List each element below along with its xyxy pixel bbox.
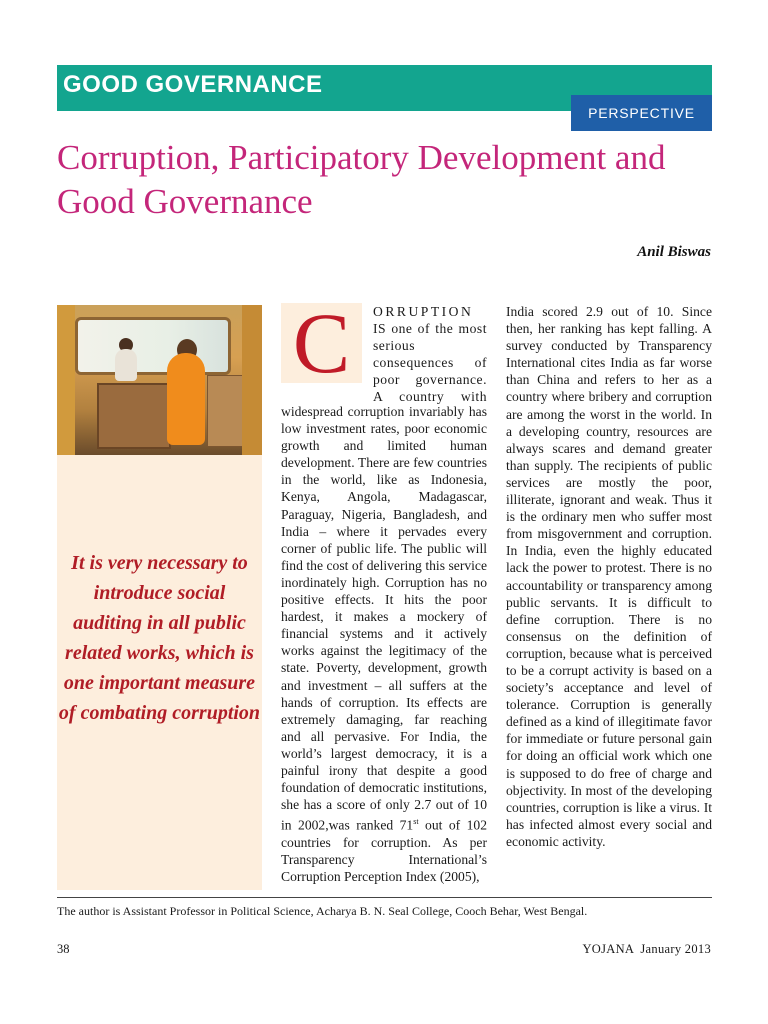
- pullquote: It is very necessary to introduce social auditing in all public related works, which is one important measure of combating corruption: [58, 552, 261, 724]
- perspective-badge: PERSPECTIVE: [571, 95, 712, 131]
- column-2-text: India scored 2.9 out of 10. Since then, her ranking has kept falling. A survey conducted by Transparency International cites India as far worse than China and refers to her as a country where bribery and corruption are among the worst in the world. In a developing country, resources are always scares and demand greater than supply. The recipients of public services are mostly the poor, illiterate, ignorant and weak. Thus it is the ordinary men who suffer most from misgovernment and corruption. In India, even the highly educated lack the power to protest. There is no accountability or transparency among public servants. It is difficult to define corruption. There is no consensus on the definition of corruption, because what is perceived to be a corrupt activity is based on a society’s acceptance and level of tolerance. Corruption is generally defined as a kind of illegitimate favor for immediate or future personal gain for doing an official work which one is supposed to do free of charge and objectivity. In most of the developing countries, corruption is like a virus. It has infected almost every social and economic activity.: [506, 304, 712, 849]
- ordinal-suffix: st: [413, 817, 419, 827]
- intro-text: [373, 303, 487, 406]
- photo-person: [115, 349, 137, 381]
- author-footnote: The author is Assistant Professor in Political Science, Acharya B. N. Seal College, Cooch Behar, West Bengal.: [57, 904, 588, 918]
- intro-first-word: ORRUPTION: [373, 304, 474, 319]
- photo-frame-left: [57, 305, 75, 455]
- issue-label: YOJANA January 2013: [582, 942, 711, 956]
- column-1-end: out of 102 countries for corruption. As per Transparency International’s Corruption Perception Index (2005),: [281, 817, 488, 885]
- footnote-divider: [57, 897, 712, 898]
- photo-frame-right: [242, 305, 262, 455]
- page-number: 38: [57, 942, 70, 956]
- photo-icon: [57, 305, 262, 455]
- intro-rest: IS one of the most serious consequences of poor governance. A country with: [373, 321, 487, 405]
- photo-cabinet: [207, 375, 243, 447]
- dropcap: C: [292, 295, 351, 391]
- column-1-text: [281, 403, 487, 885]
- article-title: Corruption, Participatory Development and Good Governance: [57, 138, 666, 221]
- column-1-body: widespread corruption invariably has low investment rates, poor economic growth and limited human development. There are few countries in the world, like as Indonesia, Kenya, Angola, Madagascar, Paraguay, Nigeria, Bangladesh, and India – where it pervades every corner of public life. The public will find the cost of delivering this service inordinately high. Corruption has no positive effects. It hits the poor hardest, it makes a mockery of financial systems and it actively works against the legitimacy of the state. Poverty, development, growth and investment – all suffers at the hands of corruption. Its effects are extremely damaging, far reaching and all pervasive. For India, the world’s largest democracy, it is a painful irony that despite a good foundation of democratic institutions, she has a score of only 2.7 out of 10 in 2002,was ranked 71: [281, 404, 487, 833]
- photo-window: [75, 317, 231, 375]
- section-title: GOOD GOVERNANCE: [63, 71, 323, 98]
- photo-woman: [167, 353, 205, 445]
- author-name: Anil Biswas: [637, 244, 711, 260]
- photo-desk: [97, 383, 171, 449]
